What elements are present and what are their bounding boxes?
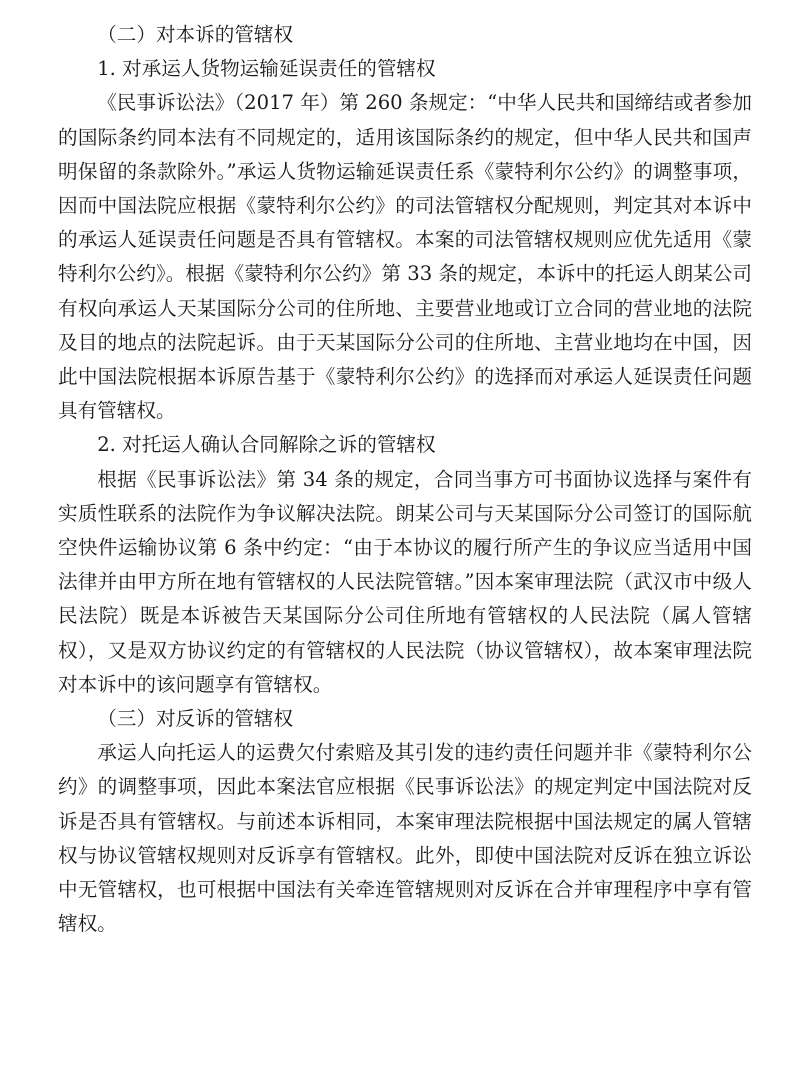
- section-heading-2: （二）对本诉的管辖权: [97, 23, 294, 46]
- subsection-heading-1: 1. 对承运人货物运输延误责任的管辖权: [97, 57, 436, 81]
- subsection-heading-2: 2. 对托运人确认合同解除之诉的管辖权: [97, 433, 436, 457]
- paragraph-3: 承运人向托运人的运费欠付索赔及其引发的违约责任问题并非《蒙特利尔公约》的调整事项，因此本案法官应根据《民事诉讼法》的规定判定中国法院对反诉是否具有管辖权。与前述本诉相同，本案审理法院根据中国法规定的属人管辖权与协议管辖权规则对反诉享有管辖权。此外，即使中国法院对反诉在独立诉讼中无管辖权，也可根据中国法有关牵连管辖规则对反诉在合并审理程序中享有管辖权。: [58, 741, 752, 936]
- paragraph-2: 根据《民事诉讼法》第 34 条的规定，合同当事方可书面协议选择与案件有实质性联系的法院作为争议解决法院。朗某公司与天某国际分公司签订的国际航空快件运输协议第 6 条中约定：“由于本协议的履行所产生的争议应当适用中国法律并由甲方所在地有管辖权的人民法院管辖。”因本案审理法院（武汉市中级人民法院）既是本诉被告天某国际分公司住所地有管辖权的人民法院（属人管辖权），又是双方协议约定的有管辖权的人民法院（协议管辖权），故本案审理法院对本诉中的该问题享有管辖权。: [58, 467, 752, 696]
- section-heading-3: （三）对反诉的管辖权: [97, 707, 294, 731]
- paragraph-1: 《民事诉讼法》（2017 年）第 260 条规定：“中华人民共和国缔结或者参加的国际条约同本法有不同规定的，适用该国际条约的规定，但中华人民共和国声明保留的条款除外。”承运人货物运输延误责任系《蒙特利尔公约》的调整事项，因而中国法院应根据《蒙特利尔公约》的司法管辖权分配规则，判定其对本诉中的承运人延误责任问题是否具有管辖权。本案的司法管辖权规则应优先适用《蒙特利尔公约》。根据《蒙特利尔公约》第 33 条的规定，本诉中的托运人朗某公司有权向承运人天某国际分公司的住所地、主要营业地或订立合同的营业地的法院及目的地点的法院起诉。由于天某国际分公司的住所地、主营业地均在中国，因此中国法院根据本诉原告基于《蒙特利尔公约》的选择而对承运人延误责任问题具有管辖权。: [58, 91, 752, 423]
